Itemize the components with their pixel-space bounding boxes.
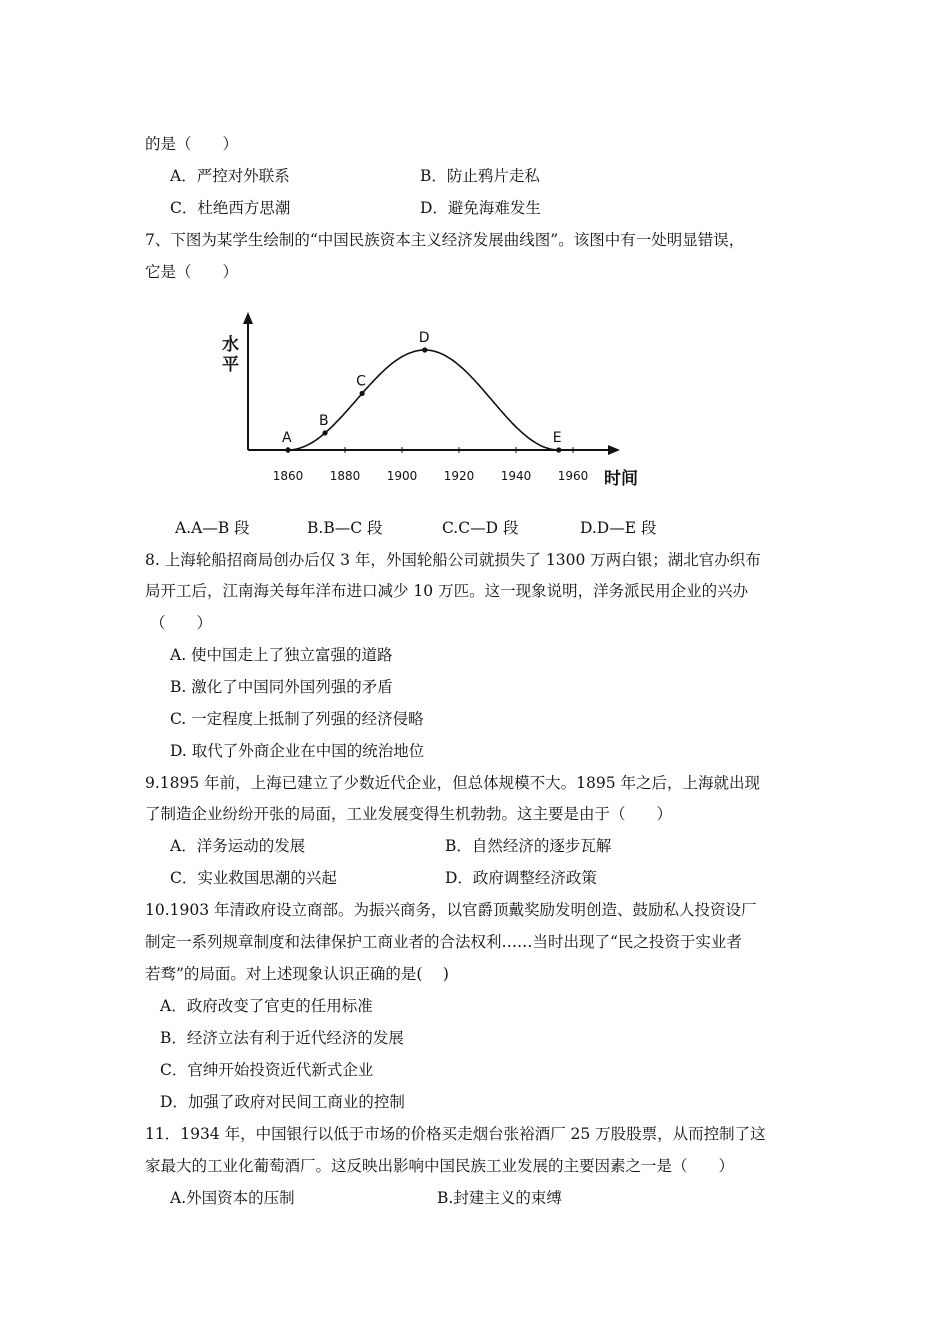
q7-option-b: B.B—C 段: [307, 519, 383, 537]
figure-x-tick-label-1960: 1960: [557, 469, 589, 483]
q9-stem-line-2: 了制造企业纷纷开张的局面，工业发展变得生机勃勃。这主要是由于（ ）: [145, 805, 673, 823]
q9-stem-line-1: 9.1895 年前，上海已建立了少数近代企业，但总体规模不大。1895 年之后，上海就出现: [145, 774, 761, 792]
q6-option-c: C．杜绝西方思潮: [170, 199, 291, 217]
figure-point-label-a: A: [282, 430, 292, 446]
figure-x-tick-label-1900: 1900: [386, 469, 418, 483]
q10-stem-line-1: 10.1903 年清政府设立商部。为振兴商务，以官爵顶戴奖励发明创造、鼓励私人投资设厂: [145, 901, 757, 919]
q11-option-a: A.外国资本的压制: [170, 1189, 295, 1207]
figure-point-label-d: D: [418, 330, 430, 346]
figure-x-tick-label-1880: 1880: [329, 469, 361, 483]
q10-option-d: D．加强了政府对民间工商业的控制: [160, 1093, 405, 1111]
figure-x-label: 时间: [604, 469, 638, 489]
q8-option-d: D. 取代了外商企业在中国的统治地位: [170, 742, 425, 760]
figure-y-axis-arrow: [243, 312, 253, 324]
q11-option-b: B.封建主义的束缚: [437, 1189, 562, 1207]
q7-development-curve-figure: [200, 302, 660, 502]
figure-y-label-1: 水: [222, 335, 239, 355]
q8-option-b: B. 激化了中国同外国列强的矛盾: [170, 678, 393, 696]
figure-x-tick-label-1940: 1940: [500, 469, 532, 483]
figure-point-a: [285, 447, 290, 452]
q8-option-c: C. 一定程度上抵制了列强的经济侵略: [170, 710, 424, 728]
q7-stem-line-1: 7、下图为某学生绘制的“中国民族资本主义经济发展曲线图”。该图中有一处明显错误，: [145, 231, 745, 249]
q10-option-b: B．经济立法有利于近代经济的发展: [160, 1029, 404, 1047]
q9-option-a: A．洋务运动的发展: [170, 837, 306, 855]
figure-point-d: [422, 347, 427, 352]
q6-option-b: B．防止鸦片走私: [420, 167, 540, 185]
q10-stem-line-3: 若骛”的局面。对上述现象认识正确的是( ): [145, 965, 449, 983]
q8-stem-line-2: 局开工后，江南海关每年洋布进口减少 10 万匹。这一现象说明，洋务派民用企业的兴办: [145, 582, 749, 600]
figure-point-c: [360, 391, 365, 396]
figure-point-label-c: C: [356, 373, 366, 390]
figure-x-axis-arrow: [608, 445, 620, 455]
q6-option-d: D．避免海难发生: [420, 199, 541, 217]
figure-curve: [288, 350, 559, 450]
q10-stem-line-2: 制定一系列规章制度和法律保护工商业者的合法权利……当时出现了“民之投资于实业者: [145, 933, 742, 951]
q9-option-c: C．实业救国思潮的兴起: [170, 869, 337, 887]
figure-x-tick-label-1920: 1920: [443, 469, 475, 483]
q7-option-d: D.D—E 段: [580, 519, 657, 537]
q7-option-a: A.A—B 段: [175, 519, 250, 537]
figure-x-tick-label-1860: 1860: [272, 469, 304, 483]
q8-stem-line-1: 8. 上海轮船招商局创办后仅 3 年，外国轮船公司就损失了 1300 万两白银；湖北官办织布: [145, 551, 761, 569]
q11-stem-line-2: 家最大的工业化葡萄酒厂。这反映出影响中国民族工业发展的主要因素之一是（ ）: [145, 1157, 735, 1175]
q6-stem-tail: 的是（ ）: [145, 135, 239, 153]
q10-option-c: C．官绅开始投资近代新式企业: [160, 1061, 374, 1079]
figure-y-label-2: 平: [222, 355, 239, 375]
q10-option-a: A．政府改变了官吏的任用标准: [160, 997, 373, 1015]
figure-point-label-b: B: [319, 412, 329, 429]
q7-stem-line-2: 它是（ ）: [145, 263, 239, 281]
figure-point-e: [556, 447, 561, 452]
q7-option-c: C.C—D 段: [442, 519, 519, 537]
q11-stem-line-1: 11．1934 年，中国银行以低于市场的价格买走烟台张裕酒厂 25 万股股票，从而控制了这: [145, 1125, 766, 1143]
q8-stem-line-3: （ ）: [150, 614, 213, 632]
q9-option-d: D．政府调整经济政策: [445, 869, 597, 887]
q6-option-a: A．严控对外联系: [170, 167, 290, 185]
q8-option-a: A. 使中国走上了独立富强的道路: [170, 646, 393, 664]
figure-point-label-e: E: [552, 430, 562, 446]
figure-point-b: [322, 430, 327, 435]
q9-option-b: B．自然经济的逐步瓦解: [445, 837, 612, 855]
